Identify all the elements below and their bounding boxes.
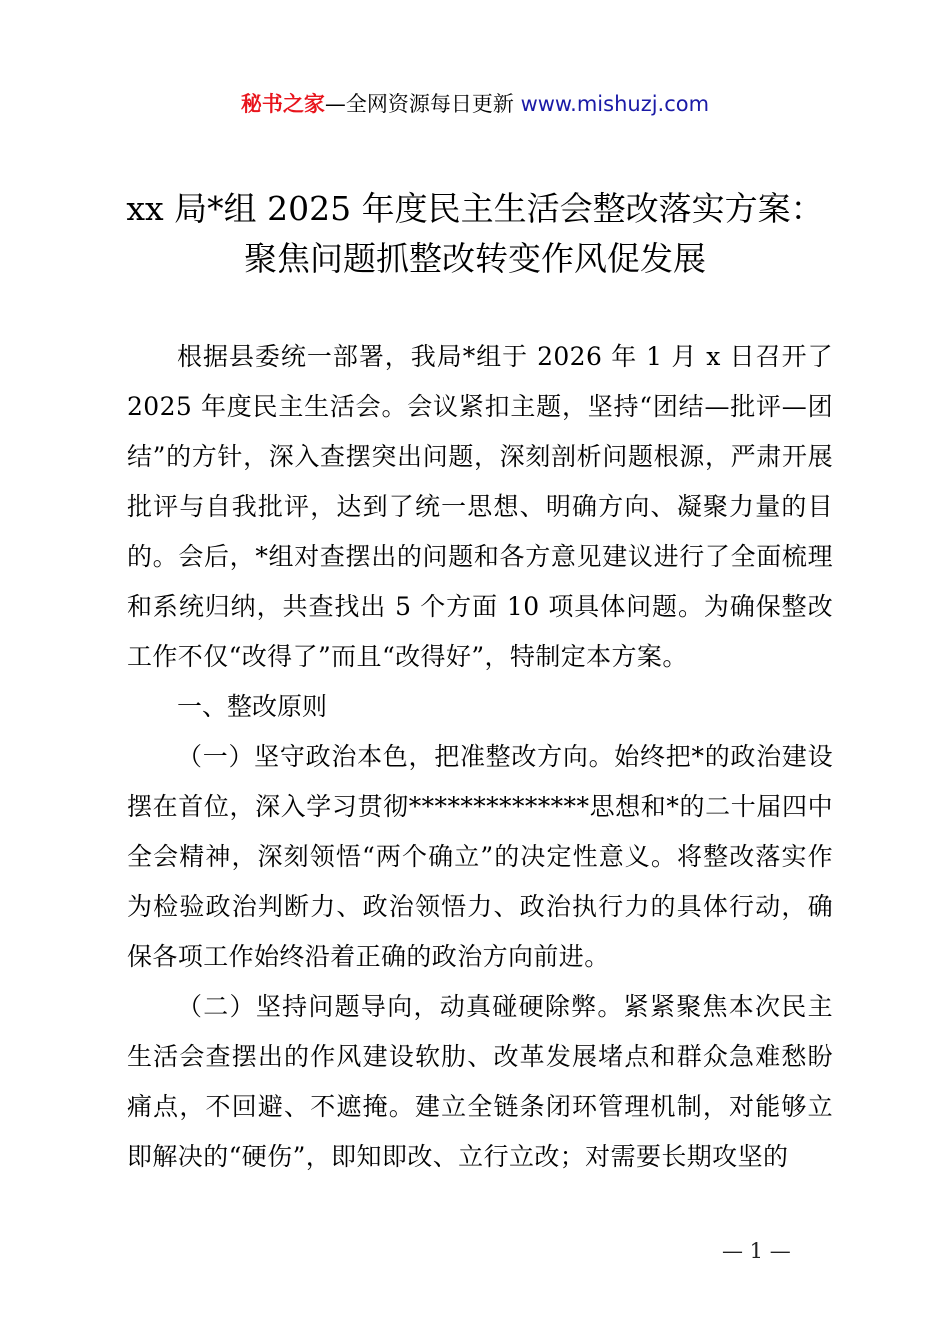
document-title — [60, 184, 890, 284]
title-line-1: xx 局*组 2025 年度民主生活会整改落实方案： — [126, 189, 824, 228]
header-banner — [0, 88, 950, 120]
intro-paragraph: 根据县委统一部署，我局*组于 2026 年 1 月 x 日召开了 2025 年度民主生活会。会议紧扣主题，坚持“团结—批评—团结”的方针，深入查摆突出问题，深刻剖析问题根源，严肃开展批评与自我批评，达到了统一思想、明确方向、凝聚力量的目的。会后，*组对查摆出的问题和各方意见建议进行了全面梳理和系统归纳，共查找出 5 个方面 10 项具体问题。为确保整改工作不仅“改得了”而且“改得好”，特制定本方案。 — [127, 342, 833, 671]
site-link[interactable]: www.mishuzj.com — [520, 92, 710, 116]
brand-slogan: —全网资源每日更新 — [324, 92, 514, 116]
brand-name: 秘书之家 — [240, 92, 325, 116]
section-heading: 一、整改原则 — [177, 692, 328, 721]
title-line-2: 聚焦问题抓整改转变作风促发展 — [244, 239, 706, 278]
principle-paragraph-1: （一）坚守政治本色，把准整改方向。始终把*的政治建设摆在首位，深入学习贯彻**************思想和*的二十届四中全会精神，深刻领悟“两个确立”的决定性意义。将整改落实作为检验政治判断力、政治领悟力、政治执行力的具体行动，确保各项工作始终沿着正确的政治方向前进。 — [127, 742, 833, 971]
page-number: — 1 — — [722, 1239, 791, 1263]
principle-paragraph-2: （二）坚持问题导向，动真碰硬除弊。紧紧聚焦本次民主生活会查摆出的作风建设软肋、改革发展堵点和群众急难愁盼痛点，不回避、不遮掩。建立全链条闭环管理机制，对能够立即解决的“硬伤”，即知即改、立行立改；对需要长期攻坚的 — [127, 992, 833, 1171]
document-body — [127, 332, 833, 1182]
